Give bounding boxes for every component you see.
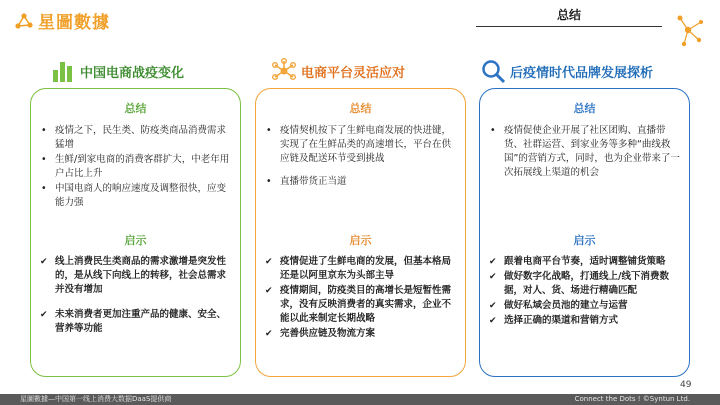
summary-list [488, 124, 683, 181]
card-platform-response [255, 88, 466, 377]
summary-title: 总结 [573, 102, 596, 115]
network-nodes-icon [271, 58, 297, 84]
brand-logo [14, 8, 110, 33]
corner-network-icon [668, 12, 708, 52]
summary-list [264, 124, 459, 198]
card-brand-development [479, 88, 690, 377]
brand-name: 星圖數據 [38, 13, 110, 33]
column-heading-1-text: 中国电商战疫变化 [80, 65, 185, 81]
column-heading-2-text: 电商平台灵活应对 [301, 65, 406, 81]
bar-chart-icon [50, 58, 76, 84]
insight-list [264, 255, 459, 342]
summary-title: 总结 [124, 102, 147, 115]
summary-list [39, 124, 234, 211]
insight-item: ✔ 疫情期间，防疫类目的高增长是短暂性需求，没有反映消费者的真实需求，企业不能以此来制定长期战略 [264, 284, 459, 326]
insight-title: 启示 [573, 234, 596, 247]
footer-bar [0, 394, 720, 405]
insight-title: 启示 [349, 234, 372, 247]
summary-item: • 疫情促使企业开展了社区团购、直播带货、社群运营、到家业务等多种“曲线救国”的营销方式，同时，也为企业带来了一次拓展线上渠道的机会 [488, 124, 683, 180]
column-heading-2 [271, 58, 405, 84]
insight-list [488, 255, 683, 329]
summary-item: • 生鲜/到家电商的消费客群扩大，中老年用户占比上升 [39, 153, 234, 181]
card-epidemic-change [30, 88, 241, 377]
summary-item: • 中国电商人的响应速度及调整很快，应变能力强 [39, 182, 234, 210]
footer-copyright: Connect the Dots ! ©Syntun Ltd. [574, 395, 690, 403]
insight-item: ✔ 选择正确的渠道和营销方式 [488, 314, 683, 328]
insight-item: ✔ 做好数字化战略，打通线上/线下消费数据，对人、货、场进行精确匹配 [488, 270, 683, 298]
insight-title: 启示 [124, 234, 147, 247]
insight-item: ✔ 未来消费者更加注重产品的健康、安全、营养等功能 [39, 308, 234, 336]
column-heading-3-text: 后疫情时代品牌发展探析 [510, 65, 654, 81]
insight-list [39, 255, 234, 347]
insight-item: ✔ 完善供应链及物流方案 [264, 327, 459, 341]
summary-item: • 直播带货正当道 [264, 175, 459, 189]
summary-title: 总结 [349, 102, 372, 115]
insight-item: ✔ 疫情促进了生鲜电商的发展，但基本格局还是以阿里京东为头部主导 [264, 255, 459, 283]
insight-item: ✔ 做好私域会员池的建立与运营 [488, 299, 683, 313]
footer-company: 星圖數據—中国第一线上消费大数据DaaS提供商 [20, 395, 172, 403]
insight-item: ✔ 跟着电商平台节奏，适时调整铺货策略 [488, 255, 683, 269]
summary-item: • 疫情契机按下了生鲜电商发展的快进键，实现了在生鲜品类的高速增长，平台在供应链及配送环节受到挑战 [264, 124, 459, 166]
page-number: 49 [680, 380, 692, 390]
column-heading-1 [50, 58, 184, 84]
magnifier-icon [480, 58, 506, 84]
summary-item: • 疫情之下，民生类、防疫类商品消费需求猛增 [39, 124, 234, 152]
column-heading-3 [480, 58, 653, 84]
page-title: 总结 [556, 8, 581, 22]
logo-nodes-icon [14, 11, 34, 31]
header-divider [476, 26, 662, 27]
insight-item: ✔ 线上消费民生类商品的需求激增是突发性的，是从线下向线上的转移，社会总需求并没有增加 [39, 255, 234, 297]
